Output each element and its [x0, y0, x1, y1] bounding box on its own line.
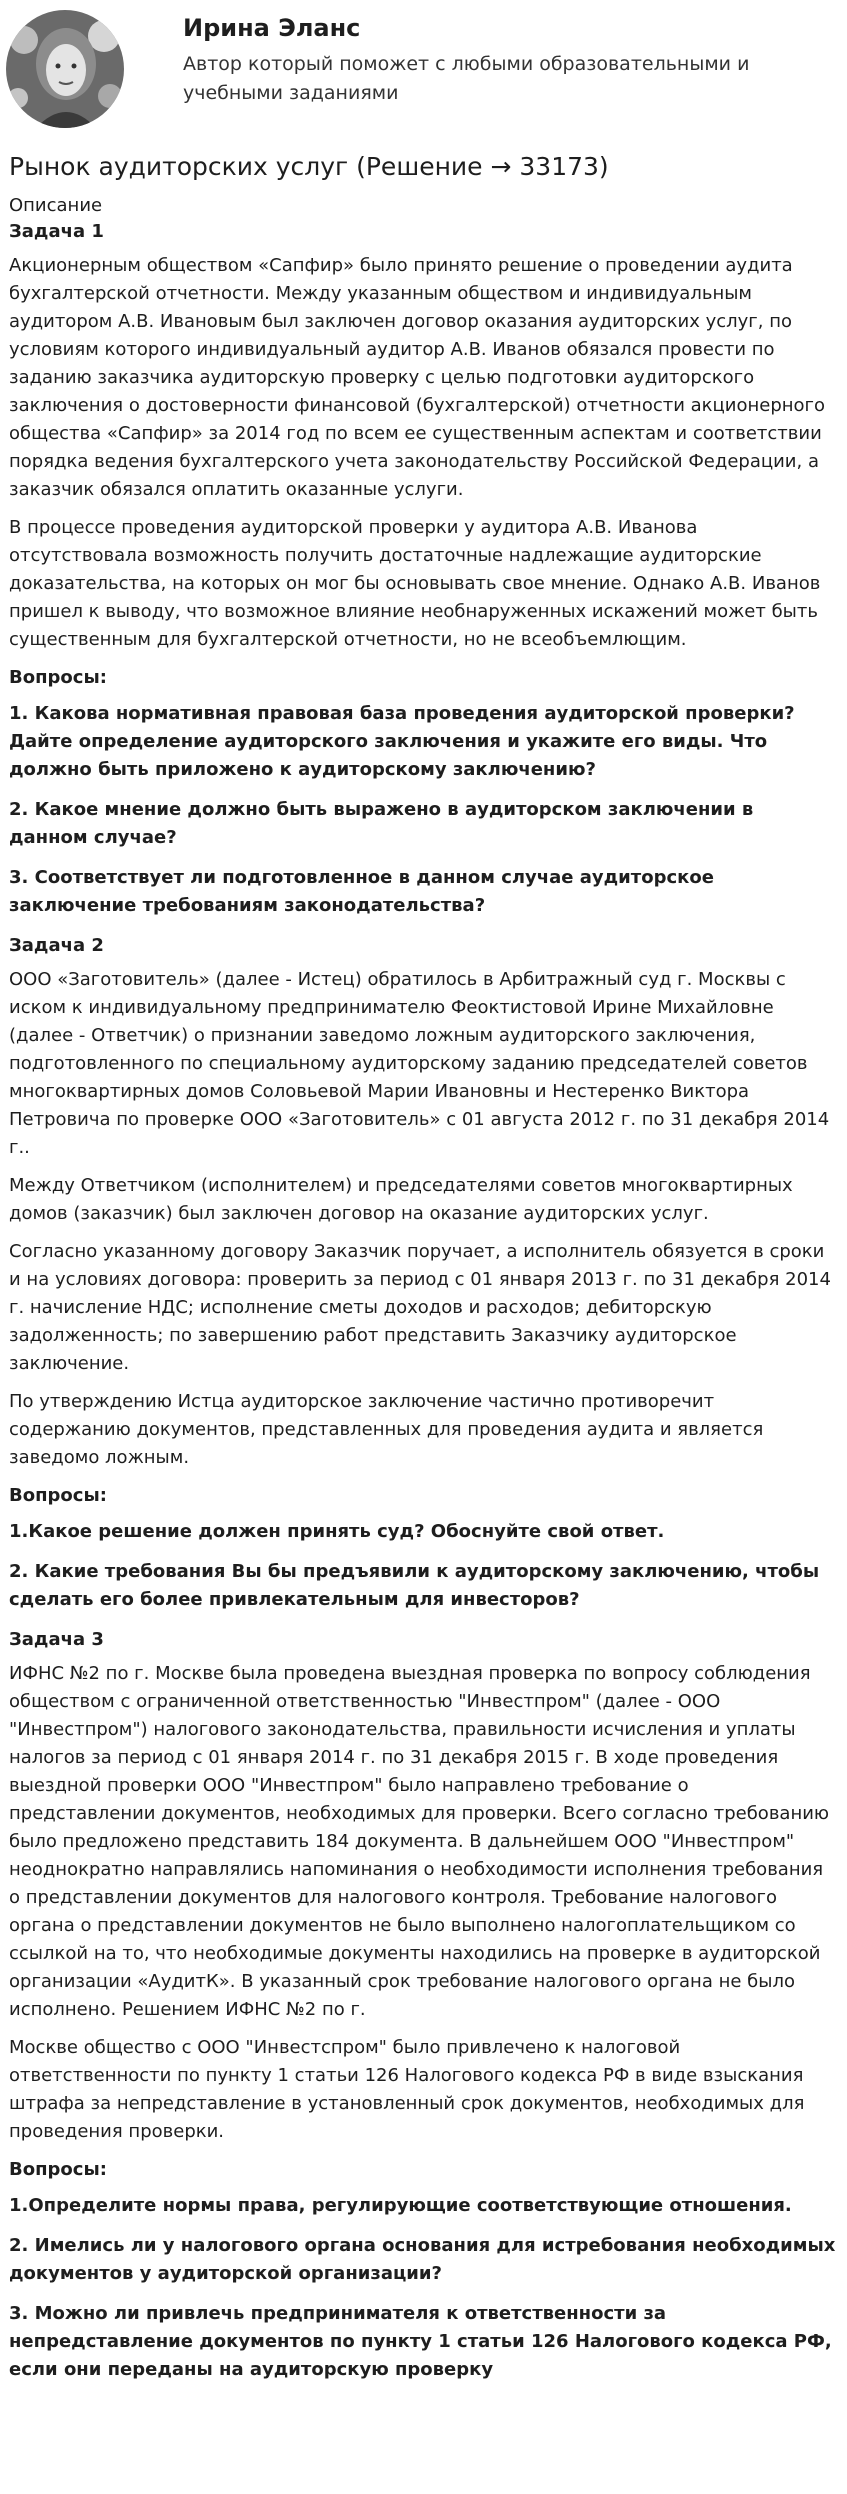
questions-label: Вопросы:	[9, 1485, 107, 1506]
questions-label: Вопросы:	[9, 667, 107, 688]
paragraph: ИФНС №2 по г. Москве была проведена выездная проверка по вопросу соблюдения обществом с ограниченной ответственностью "Инвестпром" (далее - ООО "Инвестпром") налогового законодательства, правильности исчисления и уплаты налогов за период с 01 января 2014 г. по 31 декабря 2015 г. В ходе проведения выездной проверки ООО "Инвестпром" было направлено требование о представлении документов, необходимых для проверки. Всего согласно требованию было предложено представить 184 документа. В дальнейшем ООО "Инвестпром" неоднократно направлялись напоминания о необходимости исполнения требования о представлении документов для налогового контроля. Требование налогового органа о представлении документов не было выполнено налогоплательщиком со ссылкой на то, что необходимые документы находились на проверке в аудиторской организации «АудитК». В указанный срок требование налогового органа не было исполнено. Решением ИФНС №2 по г.	[9, 1663, 830, 2020]
paragraph: По утверждению Истца аудиторское заключение частично противоречит содержанию документов, представленных для проведения аудита и является заведомо ложным.	[9, 1391, 764, 1468]
paragraph: Москве общество с ООО "Инвестспром" было привлечено к налоговой ответственности по пункту 1 статьи 126 Налогового кодекса РФ в виде взыскания штрафа за непредставление в установленный срок документов, необходимых для проведения проверки.	[9, 2037, 805, 2142]
question: 2. Имелись ли у налогового органа основания для истребования необходимых документов у аудиторской организации?	[9, 2235, 836, 2284]
description-label: Описание	[9, 195, 103, 216]
task-heading: Задача 3	[9, 1629, 104, 1650]
task-heading: Задача 1	[9, 221, 104, 242]
paragraph: В процессе проведения аудиторской проверки у аудитора А.В. Иванова отсутствовала возможность получить достаточные надлежащие аудиторские доказательства, на которых он мог бы основывать свое мнение. Однако А.В. Иванов пришел к выводу, что возможное влияние необнаруженных искажений может быть существенным для бухгалтерской отчетности, но не всеобъемлющим.	[9, 517, 821, 650]
task-heading: Задача 2	[9, 935, 104, 956]
question: 2. Какое мнение должно быть выражено в аудиторском заключении в данном случае?	[9, 799, 754, 848]
question: 1.Какое решение должен принять суд? Обоснуйте свой ответ.	[9, 1521, 665, 1542]
author-header	[0, 0, 847, 136]
question: 3. Соответствует ли подготовленное в данном случае аудиторское заключение требованиям законодательства?	[9, 867, 714, 916]
avatar-photo-icon	[6, 10, 124, 128]
paragraph: Между Ответчиком (исполнителем) и председателями советов многоквартирных домов (заказчик) был заключен договор на оказание аудиторских услуг.	[9, 1175, 793, 1224]
questions-label: Вопросы:	[9, 2159, 107, 2180]
paragraph: Акционерным обществом «Сапфир» было принято решение о проведении аудита бухгалтерской отчетности. Между указанным обществом и индивидуальным аудитором А.В. Ивановым был заключен договор оказания аудиторских услуг, по условиям которого индивидуальный аудитор А.В. Иванов обязался провести по заданию заказчика аудиторскую проверку с целью подготовки аудиторского заключения о достоверности финансовой (бухгалтерской) отчетности акционерного общества «Сапфир» за 2014 год по всем ее существенным аспектам и соответствии порядка ведения бухгалтерского учета законодательству Российской Федерации, а заказчик обязался оплатить оказанные услуги.	[9, 255, 826, 500]
task-3	[9, 1626, 838, 2384]
main-content	[0, 150, 847, 2384]
author-description: Автор который поможет с любыми образовательными и учебными заданиями	[183, 53, 750, 104]
question: 3. Можно ли привлечь предпринимателя к ответственности за непредставление документов по пункту 1 статьи 126 Налогового кодекса РФ, если они переданы на аудиторскую проверку	[9, 2303, 832, 2380]
question: 1.Определите нормы права, регулирующие соответствующие отношения.	[9, 2195, 792, 2216]
author-name[interactable]: Ирина Эланс	[183, 14, 361, 42]
question: 1. Какова нормативная правовая база проведения аудиторской проверки? Дайте определение аудиторского заключения и укажите его виды. Что должно быть приложено к аудиторскому заключению?	[9, 703, 795, 780]
paragraph: ООО «Заготовитель» (далее - Истец) обратилось в Арбитражный суд г. Москвы с иском к индивидуальному предпринимателю Феоктистовой Ирине Михайловне (далее - Ответчик) о признании заведомо ложным аудиторского заключения, подготовленного по специальному аудиторскому заданию председателей советов многоквартирных домов Соловьевой Марии Ивановны и Нестеренко Виктора Петровича по проверке ООО «Заготовитель» с 01 августа 2012 г. по 31 декабря 2014 г..	[9, 969, 830, 1158]
author-avatar[interactable]	[6, 10, 124, 128]
task-1	[9, 218, 838, 920]
paragraph: Согласно указанному договору Заказчик поручает, а исполнитель обязуется в сроки и на условиях договора: проверить за период с 01 января 2013 г. по 31 декабря 2014 г. начисление НДС; исполнение сметы доходов и расходов; дебиторскую задолженность; по завершению работ представить Заказчику аудиторское заключение.	[9, 1241, 831, 1374]
task-2	[9, 932, 838, 1614]
question: 2. Какие требования Вы бы предъявили к аудиторскому заключению, чтобы сделать его более привлекательным для инвесторов?	[9, 1561, 820, 1610]
page-title: Рынок аудиторских услуг (Решение → 33173)	[9, 152, 609, 181]
